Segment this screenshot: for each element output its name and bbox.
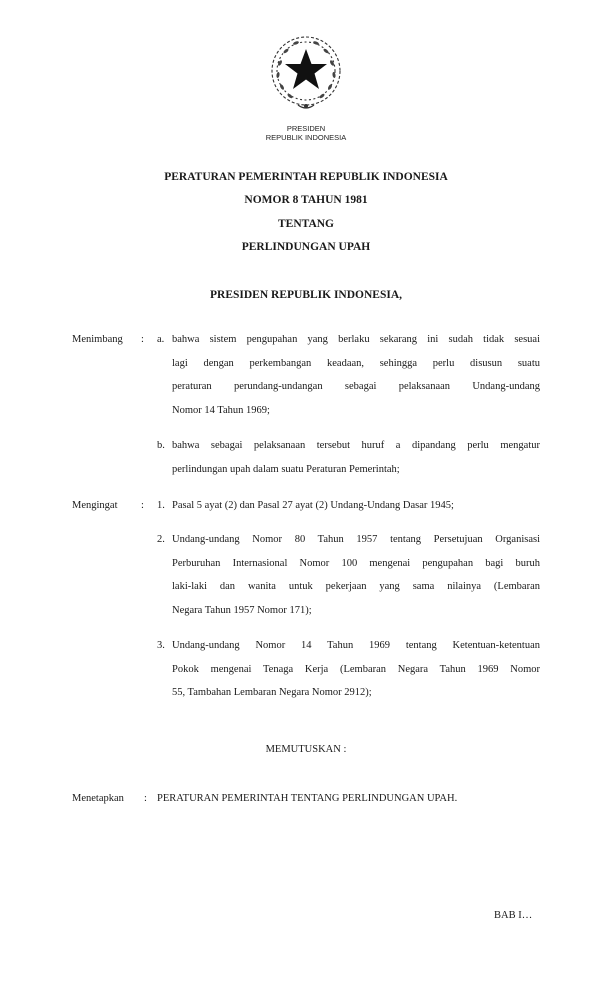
text-line: laki-laki dan wanita untuk pekerjaan yang sama nilainya (Lembaran [172,581,540,592]
text-line: lagi dengan perkembangan keadaan, sehingga perlu disusun suatu [172,357,540,369]
mengingat-item-2-marker: 2. [157,534,165,545]
menimbang-item-b-marker: b. [157,440,165,451]
mengingat-item-1 [172,494,540,518]
menimbang-colon: : [141,334,144,345]
menimbang-item-b [172,434,540,481]
menimbang-item-a [172,328,540,422]
text-line: Undang-undang Nomor 14 Tahun 1969 tentang Ketentuan-ketentuan [172,640,540,651]
issuer-heading: PRESIDEN REPUBLIK INDONESIA, [209,289,403,301]
mengingat-item-2 [172,528,540,622]
text-line: bahwa sebagai pelaksanaan tersebut huruf a dipandang perlu mengatur [172,440,540,451]
text-line: Undang-undang Nomor 80 Tahun 1957 tentang Persetujuan Organisasi [172,534,540,545]
mengingat-item-3 [172,634,540,705]
text-line: Pasal 5 ayat (2) dan Pasal 27 ayat (2) Undang-Undang Dasar 1945; [172,500,454,511]
regulation-subject: PERLINDUNGAN UPAH [241,241,371,253]
regulation-title: PERATURAN PEMERINTAH REPUBLIK INDONESIA [164,171,448,183]
menetapkan-label: Menetapkan [72,793,124,804]
text-line: 55, Tambahan Lembaran Negara Nomor 2912); [172,687,372,698]
menimbang-label: Menimbang [72,334,123,345]
text-line: bahwa sistem pengupahan yang berlaku sekarang ini sudah tidak sesuai [172,334,540,345]
emblem-caption-republic: REPUBLIK INDONESIA [265,133,347,142]
text-line: Nomor 14 Tahun 1969; [172,404,270,416]
emblem-caption-president: PRESIDEN [286,124,326,133]
text-line: Negara Tahun 1957 Nomor 171); [172,604,312,616]
mengingat-item-1-marker: 1. [157,500,165,511]
regulation-number: NOMOR 8 TAHUN 1981 [244,194,368,206]
menimbang-item-a-marker: a. [157,334,165,345]
regulation-about-label: TENTANG [277,218,335,230]
memutuskan-heading: MEMUTUSKAN : [265,744,347,755]
next-page-reference: BAB I… [494,910,533,921]
text-line: Perburuhan Internasional Nomor 100 mengenai pengupahan bagi buruh [172,557,540,569]
menetapkan-text: PERATURAN PEMERINTAH TENTANG PERLINDUNGAN UPAH. [157,793,458,804]
text-line: perlindungan upah dalam suatu Peraturan Pemerintah; [172,463,400,475]
menetapkan-colon: : [144,793,147,804]
garuda-emblem-icon [268,33,344,119]
mengingat-label: Mengingat [72,500,118,511]
mengingat-item-3-marker: 3. [157,640,165,651]
mengingat-colon: : [141,500,144,511]
text-line: peraturan perundang-undangan sebagai pelaksanaan Undang-undang [172,381,540,392]
text-line: Pokok mengenai Tenaga Kerja (Lembaran Negara Tahun 1969 Nomor [172,663,540,675]
